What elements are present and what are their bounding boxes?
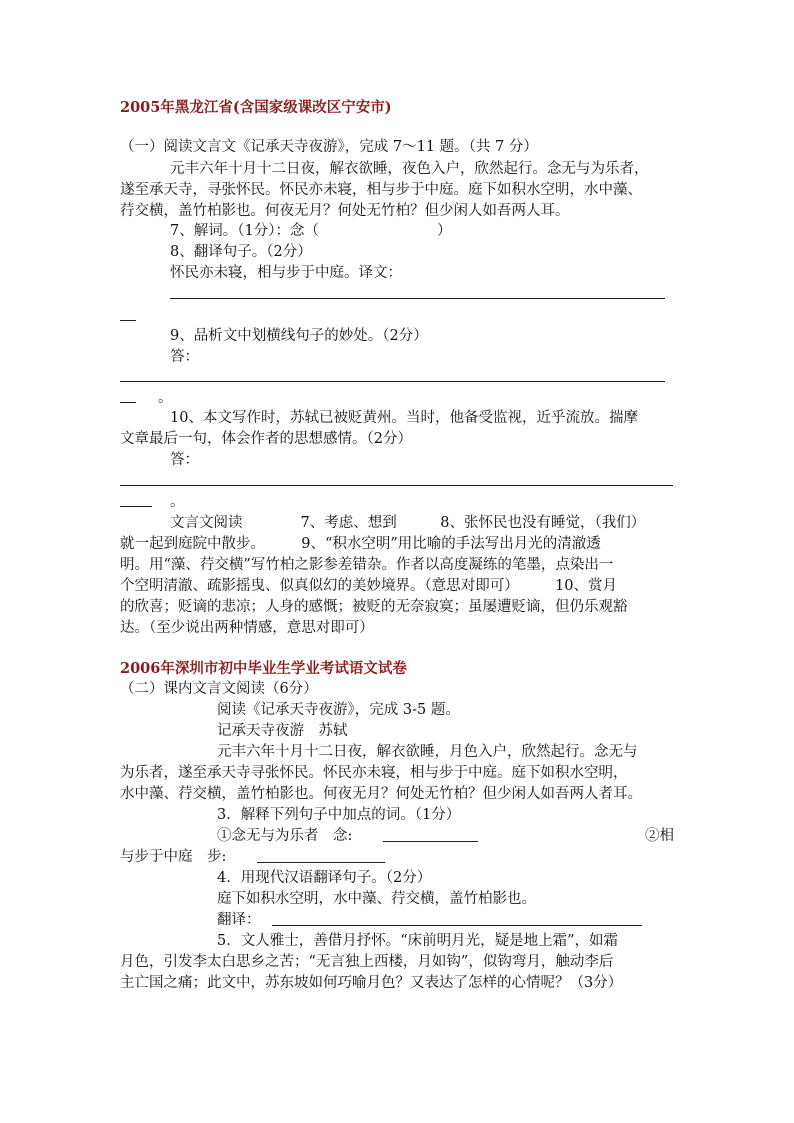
answer-key-line-1: 文言文阅读 7、考虑、想到 8、张怀民也没有睡觉，（我们） <box>170 515 646 531</box>
section2-subheading: （二）课内文言文阅读（6分） <box>120 681 318 697</box>
section2-title-line: 记承天寺夜游 苏轼 <box>217 723 348 739</box>
section2-heading: 2006年深圳市初中毕业生学业考试语文试卷 <box>120 660 407 677</box>
section1-passage-line-1: 元丰六年十月十二日夜，解衣欲睡，夜色入户，欣然起行。念无与为乐者， <box>170 161 649 177</box>
q3-item-2-blank <box>257 862 385 863</box>
q8-answer-line <box>170 298 665 299</box>
section1-passage-line-3: 荇交横，盖竹柏影也。何夜无月？何处无竹柏？但少闲人如吾两人耳。 <box>120 203 570 219</box>
section2-passage-line-3: 水中藻、荇交横，盖竹柏影也。何夜无月？何处无竹柏？但少闲人如吾两人者耳。 <box>120 786 642 802</box>
q9-answer-line-end <box>120 402 136 403</box>
answer-key-line-6: 达。（至少说出两种情感，意思对即可） <box>120 620 374 636</box>
q4-translate-label: 翻译： <box>217 912 261 928</box>
section1-heading: 2005年黑龙江省(含国家级课改区宁安市) <box>120 99 392 116</box>
answer-key-line-3: 明。用“藻、荇交横”写竹柏之影参差错杂。作者以高度凝练的笔墨，点染出一 <box>120 557 614 573</box>
section2-passage-line-1: 元丰六年十月十二日夜，解衣欲睡，月色入户，欣然起行。念无与 <box>217 744 638 760</box>
q7-close: ） <box>437 223 452 239</box>
q9-answer-label: 答： <box>170 349 199 365</box>
q8-answer-line-end <box>120 320 136 321</box>
q4-sentence: 庭下如积水空明，水中藻、荇交横，盖竹柏影也。 <box>217 891 536 907</box>
q5-line-2: 月色，引发李太白思乡之苦；“无言独上西楼，月如钩”，似钩弯月，触动李后 <box>120 954 614 970</box>
q3-item-2-continued: 与步于中庭 步: <box>120 849 227 865</box>
section1-question-intro: （一）阅读文言文《记承天寺夜游》，完成 7～11 题。（共 7 分） <box>120 139 538 155</box>
q8-text: 8、翻译句子。（2分） <box>170 244 312 260</box>
q5-line-3: 主亡国之痛；此文中，苏东坡如何巧喻月色？又表达了怎样的心情呢？（3分） <box>120 975 623 991</box>
q10-answer-line <box>120 485 673 486</box>
q5-line-1: 5．文人雅士，善借月抒怀。“床前明月光，疑是地上霜”，如霜 <box>217 933 619 949</box>
q10-line-1: 10、本文写作时，苏轼已被贬黄州。当时，他备受监视，近乎流放。揣摩 <box>170 410 638 426</box>
section2-intro: 阅读《记承天寺夜游》，完成 3-5 题。 <box>217 702 460 718</box>
q9-text: 9、品析文中划横线句子的妙处。（2分） <box>170 328 428 344</box>
answer-key-line-5: 的欣喜；贬谪的悲凉；人身的感慨；被贬的无奈寂寞；虽屡遭贬谪，但仍乐观豁 <box>120 599 628 615</box>
q9-answer-line <box>120 381 665 382</box>
q3-item-2-mark: ②相 <box>645 828 674 844</box>
q8-sentence: 怀民亦未寝，相与步于中庭。译文： <box>170 265 402 281</box>
q4-answer-line <box>272 925 642 926</box>
q10-answer-line-end <box>120 506 152 507</box>
q3-item-1-blank <box>383 841 478 842</box>
section2-passage-line-2: 为乐者，遂至承天寺寻张怀民。怀民亦未寝，相与步于中庭。庭下如积水空明， <box>120 765 628 781</box>
answer-key-line-2: 就一起到庭院中散步。 9、“积水空明”用比喻的手法写出月光的清澈透 <box>120 536 601 552</box>
q10-period: 。 <box>170 494 185 510</box>
q9-period: 。 <box>158 390 173 406</box>
section1-passage-line-2: 遂至承天寺，寻张怀民。怀民亦未寝，相与步于中庭。庭下如积水空明，水中藻、 <box>120 182 642 198</box>
q10-line-2: 文章最后一句，体会作者的思想感情。（2分） <box>120 431 412 447</box>
answer-key-line-4: 个空明清澈、疏影摇曳、似真似幻的美妙境界。（意思对即可） 10、赏月 <box>120 578 617 594</box>
q3-text: 3．解释下列句子中加点的词。（1分） <box>217 807 461 823</box>
q10-answer-label: 答： <box>170 452 199 468</box>
q3-item-1: ①念无与为乐者 念: <box>217 828 353 844</box>
q4-text: 4．用现代汉语翻译句子。（2分） <box>217 870 432 886</box>
q7-text: 7、解词。（1分）：念（ <box>170 223 319 239</box>
